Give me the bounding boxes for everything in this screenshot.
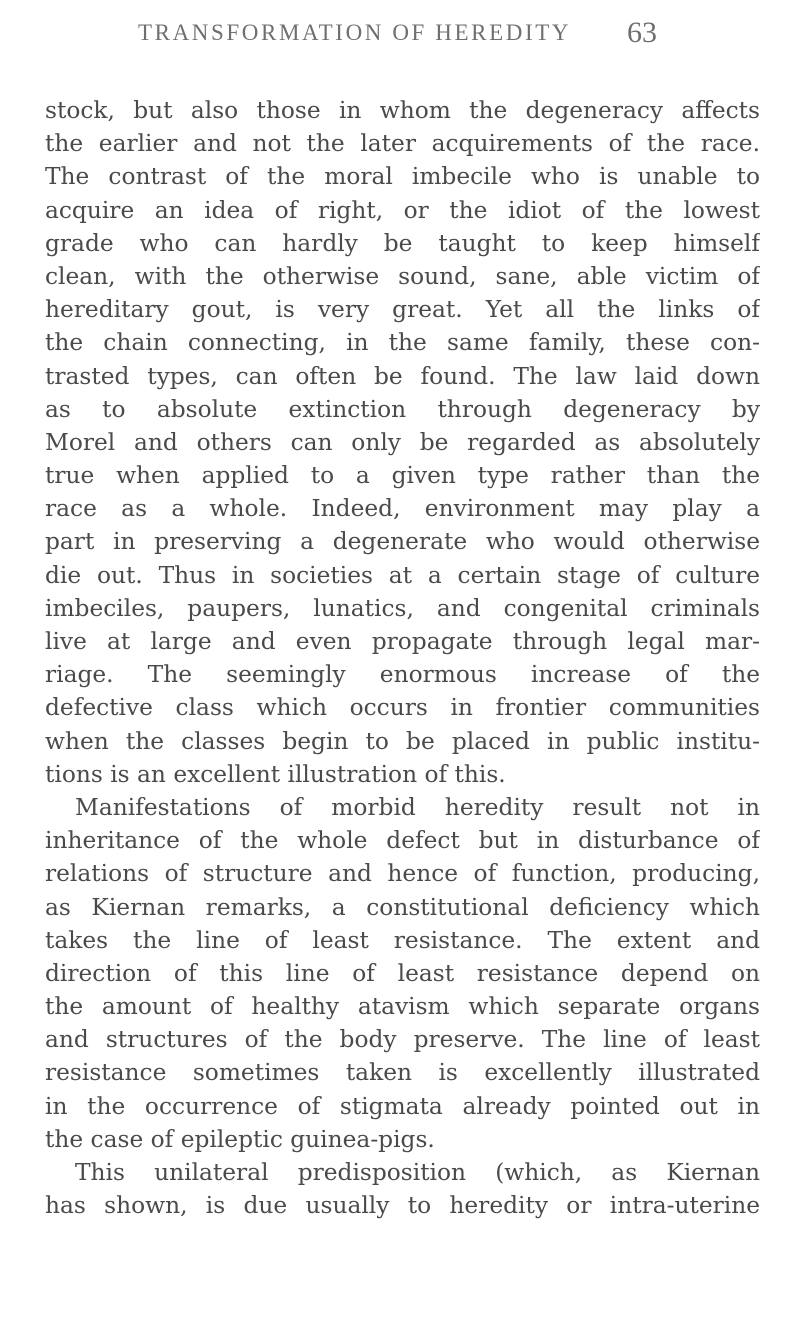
- text-line: defective class which occurs in frontier communities: [45, 694, 760, 722]
- text-line: stock, but also those in whom the degeneracy affects: [45, 97, 760, 124]
- text-line: the earlier and not the later acquirements of the race.: [45, 130, 760, 158]
- paragraph-start-line: This unilateral predisposition (which, as Kiernan: [75, 1159, 760, 1186]
- text-line: as Kiernan remarks, a constitutional deficiency which: [45, 893, 760, 921]
- text-line: grade who can hardly be taught to keep himself: [45, 229, 760, 257]
- text-line: trasted types, can often be found. The law laid down: [45, 362, 760, 390]
- text-line: the chain connecting, in the same family, these con-: [45, 329, 760, 357]
- text-line: in the occurrence of stigmata already pointed out in: [45, 1092, 760, 1120]
- text-line: live at large and even propagate through legal mar-: [45, 628, 760, 655]
- text-line: inheritance of the whole defect but in disturbance of: [45, 827, 760, 855]
- text-line: as to absolute extinction through degeneracy by: [45, 395, 760, 423]
- running-title: TRANSFORMATION OF HEREDITY: [138, 20, 572, 45]
- paragraph-end-line: tions is an excellent illustration of this.: [45, 760, 506, 788]
- text-line: relations of structure and hence of function, producing,: [45, 860, 760, 888]
- text-line: and structures of the body preserve. The line of least: [45, 1026, 760, 1054]
- page-number: 63: [627, 16, 657, 49]
- text-line: hereditary gout, is very great. Yet all the links of: [45, 296, 760, 324]
- body-text: [45, 94, 760, 1222]
- text-line: the amount of healthy atavism which separate organs: [45, 993, 760, 1021]
- text-line: The contrast of the moral imbecile who is unable to: [45, 163, 760, 191]
- text-line: resistance sometimes taken is excellently illustrated: [45, 1059, 760, 1087]
- text-line: true when applied to a given type rather than the: [45, 462, 760, 490]
- text-line: imbeciles, paupers, lunatics, and congenital criminals: [45, 594, 760, 622]
- text-line: part in preserving a degenerate who would otherwise: [45, 528, 760, 556]
- text-line: die out. Thus in societies at a certain stage of culture: [45, 561, 760, 589]
- text-line: Morel and others can only be regarded as absolutely: [45, 428, 760, 456]
- text-line: direction of this line of least resistance depend on: [45, 959, 760, 987]
- text-line: when the classes begin to be placed in public institu-: [45, 727, 760, 755]
- running-head: [0, 4, 800, 64]
- text-line: riage. The seemingly enormous increase of the: [45, 661, 760, 689]
- text-line: acquire an idea of right, or the idiot of the lowest: [45, 196, 760, 224]
- text-line: clean, with the otherwise sound, sane, able victim of: [45, 262, 760, 290]
- paragraph-end-line: the case of epileptic guinea-pigs.: [45, 1125, 435, 1153]
- text-line: takes the line of least resistance. The extent and: [45, 926, 760, 954]
- paragraph-start-line: Manifestations of morbid heredity result not in: [75, 793, 760, 821]
- text-line: has shown, is due usually to heredity or intra-uterine: [45, 1192, 760, 1220]
- text-line: race as a whole. Indeed, environment may play a: [45, 495, 760, 523]
